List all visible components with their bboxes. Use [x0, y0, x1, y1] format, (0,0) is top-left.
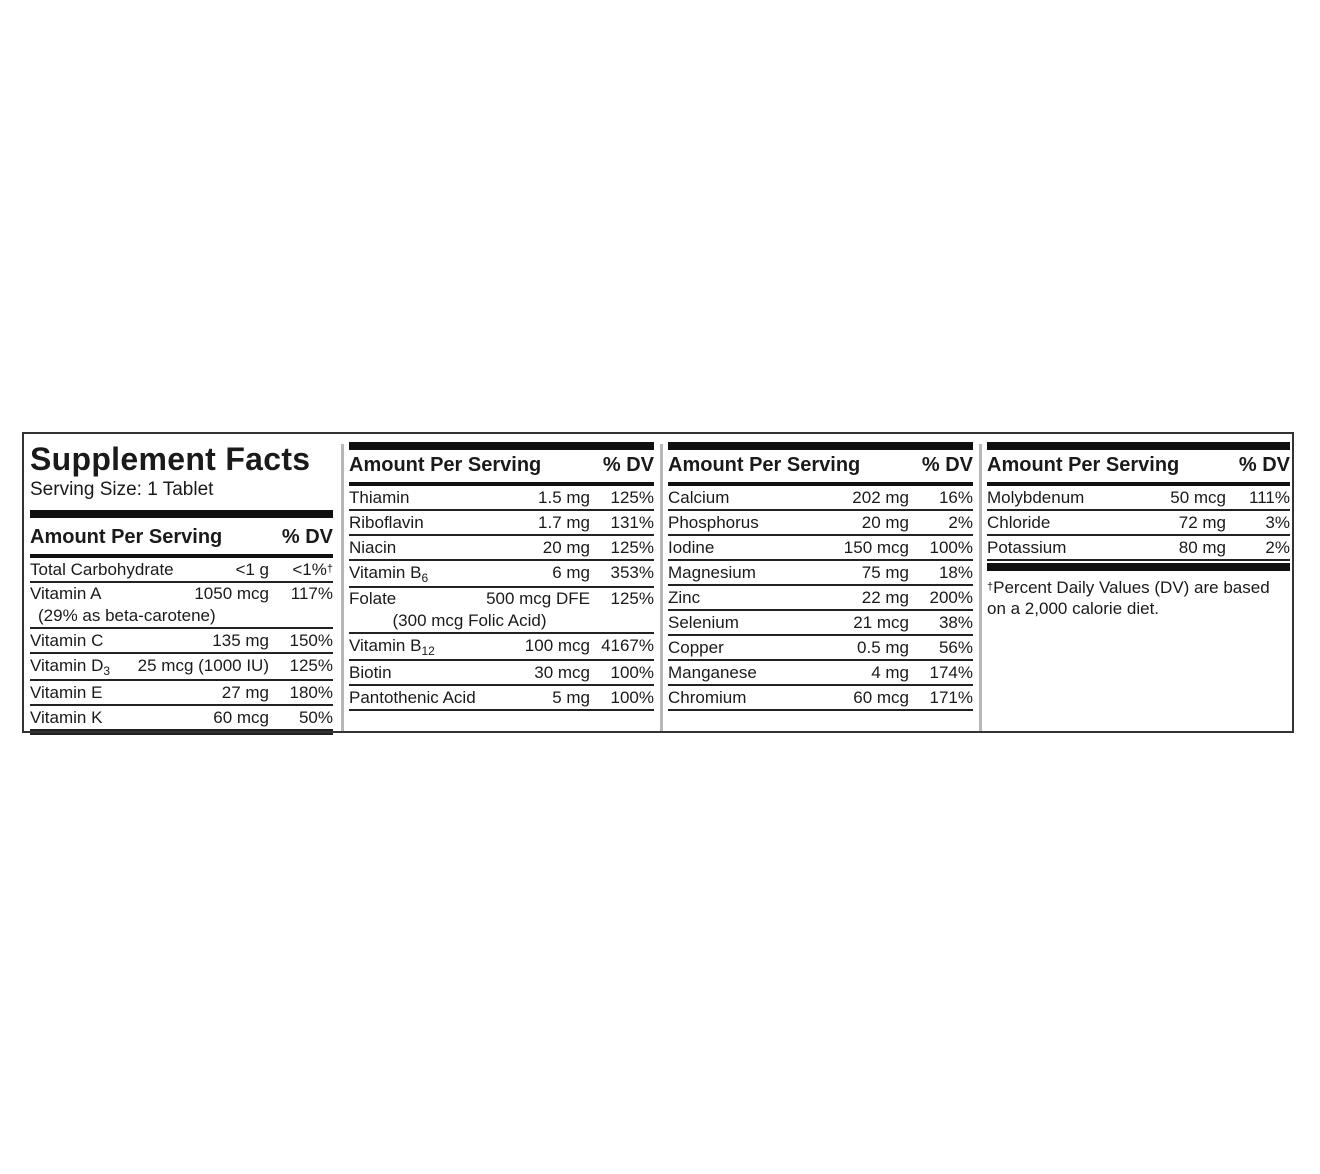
thick-rule: [987, 563, 1290, 571]
nutrient-row: [987, 486, 1290, 511]
nutrient-subscript: 6: [421, 571, 429, 585]
nutrient-name: [349, 634, 525, 659]
dv-header: % DV: [602, 454, 654, 476]
dagger-symbol: †: [326, 563, 333, 575]
nutrient-amount: 1050 mcg: [194, 584, 269, 603]
nutrient-name: [349, 486, 538, 509]
nutrient-note: (29% as beta-carotene): [38, 606, 216, 625]
nutrient-row: [30, 654, 333, 681]
nutrient-name-text: Vitamin B: [349, 636, 422, 655]
nutrient-name: [349, 536, 543, 559]
footnote: [987, 577, 1290, 619]
column-4: [987, 442, 1290, 619]
nutrient-name: [349, 686, 552, 709]
nutrient-name-text: Vitamin D: [30, 656, 104, 675]
nutrient-name-text: Iodine: [668, 538, 715, 557]
nutrient-dv: 3%: [1265, 513, 1290, 532]
nutrient-name: [349, 561, 552, 586]
nutrient-amount: 60 mcg: [853, 688, 909, 707]
nutrient-dv: 131%: [610, 513, 654, 532]
nutrient-name: [668, 536, 844, 559]
nutrient-amount: 22 mg: [861, 588, 909, 607]
nutrient-amount: 150 mcg: [843, 538, 909, 557]
nutrient-dv: 111%: [1249, 488, 1290, 507]
nutrient-name: [668, 486, 852, 509]
nutrient-row: [668, 611, 973, 636]
nutrient-note: (300 mcg Folic Acid): [392, 611, 547, 630]
nutrient-row: [668, 686, 973, 711]
nutrient-row: [349, 536, 654, 561]
nutrient-amount: 27 mg: [221, 683, 269, 702]
nutrient-amount: 500 mcg DFE: [486, 589, 590, 608]
nutrient-name-text: Copper: [668, 638, 724, 657]
nutrient-dv: 2%: [1265, 538, 1290, 557]
nutrient-name-text: Chromium: [668, 688, 747, 707]
footnote-text: Percent Daily Values (DV) are based on a 2,000 calorie diet.: [987, 578, 1270, 618]
nutrient-name-text: Vitamin C: [30, 631, 104, 650]
nutrient-dv: 2%: [948, 513, 973, 532]
nutrient-name: [668, 586, 862, 609]
nutrient-name: [668, 561, 862, 584]
nutrient-row: [30, 706, 333, 731]
nutrient-amount: 135 mg: [212, 631, 269, 650]
nutrient-row: [668, 661, 973, 686]
nutrient-dv: 125%: [610, 488, 654, 507]
nutrient-row: [668, 586, 973, 611]
nutrient-subscript: 3: [103, 664, 111, 678]
nutrient-dv: 50%: [298, 708, 333, 727]
column-header: [349, 450, 654, 486]
nutrient-row: [349, 588, 654, 634]
nutrient-dv: 56%: [938, 638, 973, 657]
nutrient-name: [987, 486, 1170, 509]
nutrient-amount: 20 mg: [861, 513, 909, 532]
column-3: [668, 442, 973, 711]
nutrient-name: [987, 536, 1179, 559]
nutrient-name: [30, 558, 235, 581]
nutrient-amount: 5 mg: [552, 688, 590, 707]
nutrient-name-text: Niacin: [349, 538, 397, 557]
amount-header: Amount Per Serving: [349, 454, 542, 476]
nutrient-name-text: Selenium: [668, 613, 739, 632]
nutrient-row: [30, 583, 333, 629]
nutrient-amount: 1.5 mg: [538, 488, 590, 507]
nutrient-row-line: [30, 583, 269, 605]
nutrient-name-text: Folate: [349, 589, 397, 608]
nutrient-amount: 50 mcg: [1170, 488, 1226, 507]
column-2: [349, 442, 654, 711]
nutrient-dv: 38%: [938, 613, 973, 632]
nutrient-list: [987, 486, 1290, 561]
nutrient-amount: 30 mcg: [534, 663, 590, 682]
nutrient-dv: 4167%: [601, 636, 654, 655]
nutrient-name-text: Zinc: [668, 588, 701, 607]
nutrient-name: [30, 681, 222, 704]
nutrient-name: [30, 654, 138, 679]
column-header: [987, 450, 1290, 486]
nutrient-subscript: 12: [421, 644, 435, 658]
column-header: [30, 518, 333, 558]
nutrient-amount: <1 g: [235, 560, 269, 579]
nutrient-list: [668, 486, 973, 711]
nutrient-name: [349, 511, 538, 534]
nutrient-name-text: Riboflavin: [349, 513, 424, 532]
column-header: [668, 450, 973, 486]
column-divider: [979, 444, 982, 731]
nutrient-name-text: Vitamin K: [30, 708, 103, 727]
nutrient-row-content: [349, 588, 590, 632]
nutrient-name: [668, 611, 853, 634]
nutrient-amount: 80 mg: [1178, 538, 1226, 557]
nutrient-name-text: Vitamin B: [349, 563, 422, 582]
column-1: [30, 442, 333, 735]
nutrient-dv: 100%: [929, 538, 973, 557]
dagger-symbol: †: [987, 581, 994, 593]
nutrient-row: [30, 629, 333, 654]
nutrient-dv: 125%: [289, 656, 333, 675]
nutrient-amount: 1.7 mg: [538, 513, 590, 532]
nutrient-row: [349, 686, 654, 711]
panel-title: Supplement Facts: [30, 441, 311, 477]
nutrient-name: [668, 636, 857, 659]
nutrient-amount: 25 mcg (1000 IU): [137, 656, 269, 675]
thick-rule: [30, 510, 333, 518]
nutrient-row: [668, 536, 973, 561]
serving-size: Serving Size: 1 Tablet: [30, 479, 214, 500]
nutrient-dv: 18%: [938, 563, 973, 582]
nutrient-row: [349, 634, 654, 661]
nutrient-row: [349, 661, 654, 686]
nutrient-dv: 353%: [610, 563, 654, 582]
nutrient-name: [668, 686, 853, 709]
nutrient-name: [30, 706, 213, 729]
nutrient-amount: 6 mg: [552, 563, 590, 582]
nutrient-amount: 21 mcg: [853, 613, 909, 632]
nutrient-name-text: Calcium: [668, 488, 730, 507]
nutrient-row: [349, 486, 654, 511]
nutrient-dv: 180%: [289, 683, 333, 702]
nutrient-name-text: Total Carbohydrate: [30, 560, 174, 579]
nutrient-dv: 100%: [610, 688, 654, 707]
nutrient-name-text: Vitamin A: [30, 584, 102, 603]
nutrient-list: [349, 486, 654, 711]
nutrient-list: [30, 558, 333, 731]
supplement-facts-panel: [22, 432, 1294, 733]
nutrient-dv: 150%: [289, 631, 333, 650]
nutrient-amount: 20 mg: [542, 538, 590, 557]
nutrient-amount: 100 mcg: [524, 636, 590, 655]
nutrient-row: [668, 636, 973, 661]
nutrient-row-content: [30, 583, 269, 627]
nutrient-name-text: Magnesium: [668, 563, 756, 582]
nutrient-name: [668, 661, 871, 684]
nutrient-dv: 174%: [929, 663, 973, 682]
nutrient-name: [30, 583, 194, 605]
nutrient-name-text: Manganese: [668, 663, 757, 682]
nutrient-name-text: Phosphorus: [668, 513, 759, 532]
column-divider: [660, 444, 663, 731]
nutrient-name: [668, 511, 862, 534]
column-divider: [341, 444, 344, 731]
nutrient-name-text: Molybdenum: [987, 488, 1085, 507]
nutrient-name: [30, 629, 212, 652]
nutrient-row: [30, 558, 333, 583]
nutrient-amount: 202 mg: [852, 488, 909, 507]
nutrient-name-text: Vitamin E: [30, 683, 103, 702]
amount-header: Amount Per Serving: [30, 526, 223, 548]
nutrient-row: [987, 536, 1290, 561]
nutrient-name-text: Biotin: [349, 663, 392, 682]
dv-header: % DV: [921, 454, 973, 476]
nutrient-row: [30, 681, 333, 706]
nutrient-row-line: [349, 588, 590, 610]
nutrient-dv: 117%: [290, 584, 333, 603]
nutrient-row: [668, 561, 973, 586]
nutrient-amount: 60 mcg: [213, 708, 269, 727]
nutrient-dv: 100%: [610, 663, 654, 682]
amount-header: Amount Per Serving: [987, 454, 1180, 476]
nutrient-dv: 171%: [929, 688, 973, 707]
nutrient-row: [668, 486, 973, 511]
nutrient-amount: 75 mg: [861, 563, 909, 582]
nutrient-name-text: Chloride: [987, 513, 1051, 532]
nutrient-row: [987, 511, 1290, 536]
nutrient-dv: <1%†: [292, 560, 333, 579]
nutrient-amount: 4 mg: [871, 663, 909, 682]
nutrient-amount: 72 mg: [1178, 513, 1226, 532]
nutrient-name-text: Pantothenic Acid: [349, 688, 476, 707]
nutrient-name-text: Potassium: [987, 538, 1067, 557]
nutrient-name: [349, 661, 534, 684]
dv-header: % DV: [281, 526, 333, 548]
nutrient-dv: 125%: [610, 589, 654, 608]
nutrient-dv: 200%: [929, 588, 973, 607]
nutrient-row: [349, 511, 654, 536]
nutrient-name: [987, 511, 1179, 534]
nutrient-dv: 16%: [938, 488, 973, 507]
nutrient-name-text: Thiamin: [349, 488, 410, 507]
dv-header: % DV: [1238, 454, 1290, 476]
nutrient-row: [668, 511, 973, 536]
nutrient-name: [349, 588, 486, 610]
nutrient-amount: 0.5 mg: [857, 638, 909, 657]
nutrient-row: [349, 561, 654, 588]
nutrient-dv: 125%: [610, 538, 654, 557]
bottom-rule: [30, 733, 333, 735]
amount-header: Amount Per Serving: [668, 454, 861, 476]
